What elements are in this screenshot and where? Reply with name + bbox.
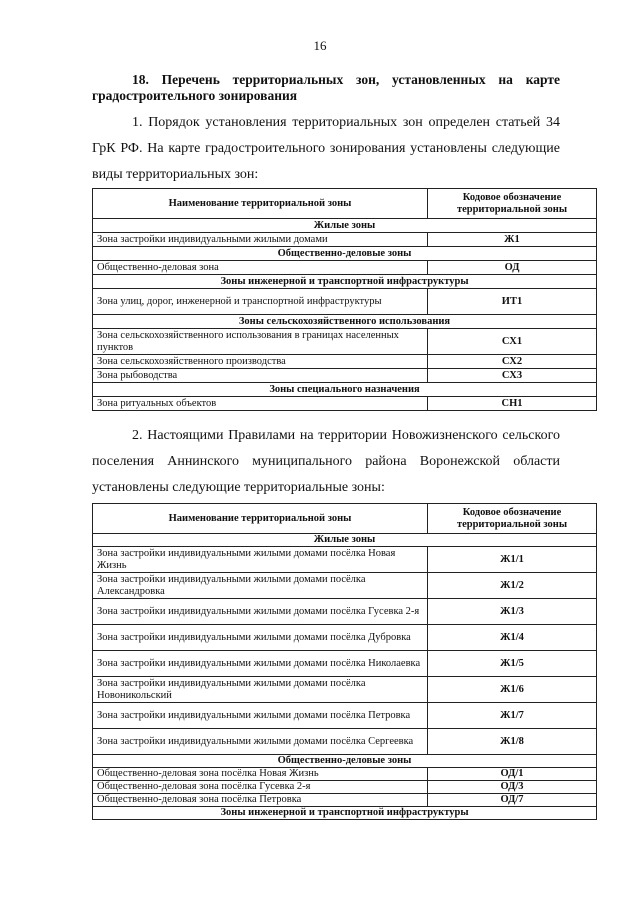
zone-code-cell: ОД/1 [428,768,597,781]
zone-name-cell: Зона застройки индивидуальными жилыми домами посёлка Петровка [93,703,428,729]
table-row [93,573,597,599]
table-group-row [93,383,597,397]
table-row [93,781,597,794]
zone-code-cell: СХ3 [428,369,597,383]
zone-code-cell: Ж1/4 [428,625,597,651]
group-title: Зоны инженерной и транспортной инфраструктуры [93,275,597,289]
zone-name-cell: Зона рыбоводства [93,369,428,383]
table-header-row [93,189,597,219]
group-title: Жилые зоны [93,534,597,547]
group-title: Зоны специального назначения [93,383,597,397]
table-row [93,651,597,677]
table-row [93,355,597,369]
paragraph-2 [92,423,560,501]
zone-name-cell: Общественно-деловая зона посёлка Новая Жизнь [93,768,428,781]
zone-name-cell: Зона ритуальных объектов [93,397,428,411]
zone-code-cell: ОД [428,261,597,275]
group-title: Зоны сельскохозяйственного использования [93,315,597,329]
zone-code-cell: Ж1/3 [428,599,597,625]
zone-name-cell: Зона сельскохозяйственного производства [93,355,428,369]
zones-table-2 [92,503,597,820]
table-row [93,369,597,383]
zone-name-cell: Зона улиц, дорог, инженерной и транспортной инфраструктуры [93,289,428,315]
zones-table-1 [92,188,597,411]
paragraph-1 [92,110,560,188]
zone-name-cell: Зона застройки индивидуальными жилыми домами посёлка Александровка [93,573,428,599]
heading-line-2: градостроительного зонирования [92,88,298,103]
table-group-row [93,275,597,289]
zone-name-cell: Зона застройки индивидуальными жилыми домами посёлка Сергеевка [93,729,428,755]
zone-code-cell: ИТ1 [428,289,597,315]
table-group-row [93,755,597,768]
table-row [93,261,597,275]
table-row [93,768,597,781]
zone-code-cell: Ж1/1 [428,547,597,573]
zone-name-cell: Общественно-деловая зона [93,261,428,275]
group-title: Зоны инженерной и транспортной инфраструктуры [93,807,597,820]
zone-code-cell: СХ1 [428,329,597,355]
table-row [93,289,597,315]
paragraph-2-line: 2. Настоящими Правилами на территории Новожизненского сельского [132,428,560,443]
table-header-row [93,504,597,534]
section-heading [92,72,560,104]
table-row [93,677,597,703]
column-header-name: Наименование территориальной зоны [93,189,428,219]
zone-name-cell: Зона застройки индивидуальными жилыми домами посёлка Новоникольский [93,677,428,703]
table-row [93,625,597,651]
zone-code-cell: Ж1/7 [428,703,597,729]
paragraph-1-line: 1. Порядок установления территориальных зон определен статьей 34 [132,115,560,130]
table-row [93,547,597,573]
paragraph-1-line: ГрК РФ. На карте градостроительного зонирования установлены следующие [92,141,560,156]
paragraph-2-line: установлены следующие территориальные зоны: [92,480,385,495]
zone-code-cell: ОД/3 [428,781,597,794]
zone-name-cell: Зона застройки индивидуальными жилыми домами посёлка Новая Жизнь [93,547,428,573]
paragraph-1-line: виды территориальных зон: [92,167,259,182]
zone-code-cell: СН1 [428,397,597,411]
column-header-code: Кодовое обозначение территориальной зоны [428,189,597,219]
column-header-code: Кодовое обозначение территориальной зоны [428,504,597,534]
zone-name-cell: Зона застройки индивидуальными жилыми домами посёлка Николаевка [93,651,428,677]
zone-code-cell: Ж1/2 [428,573,597,599]
group-title: Общественно-деловые зоны [93,755,597,768]
table-row [93,599,597,625]
column-header-name: Наименование территориальной зоны [93,504,428,534]
zone-name-cell: Зона застройки индивидуальными жилыми домами посёлка Дубровка [93,625,428,651]
zone-code-cell: Ж1/5 [428,651,597,677]
zone-code-cell: Ж1/6 [428,677,597,703]
table-row [93,794,597,807]
table-row [93,397,597,411]
zone-code-cell: СХ2 [428,355,597,369]
zone-name-cell: Зона застройки индивидуальными жилыми домами [93,233,428,247]
table-row [93,233,597,247]
zone-code-cell: Ж1 [428,233,597,247]
zone-name-cell: Зона сельскохозяйственного использования в границах населенных пунктов [93,329,428,355]
table-group-row [93,534,597,547]
zone-name-cell: Зона застройки индивидуальными жилыми домами посёлка Гусевка 2-я [93,599,428,625]
table-group-row [93,219,597,233]
table-group-row [93,247,597,261]
table-row [93,729,597,755]
zone-name-cell: Общественно-деловая зона посёлка Гусевка 2-я [93,781,428,794]
zone-name-cell: Общественно-деловая зона посёлка Петровка [93,794,428,807]
group-title: Общественно-деловые зоны [93,247,597,261]
table-row [93,329,597,355]
paragraph-2-line: поселения Аннинского муниципального района Воронежской области [92,454,560,469]
heading-line-1: 18. Перечень территориальных зон, установленных на карте [132,72,560,87]
zone-code-cell: Ж1/8 [428,729,597,755]
table-group-row [93,315,597,329]
table-row [93,703,597,729]
page-number: 16 [313,38,327,53]
table-group-row [93,807,597,820]
group-title: Жилые зоны [93,219,597,233]
zone-code-cell: ОД/7 [428,794,597,807]
